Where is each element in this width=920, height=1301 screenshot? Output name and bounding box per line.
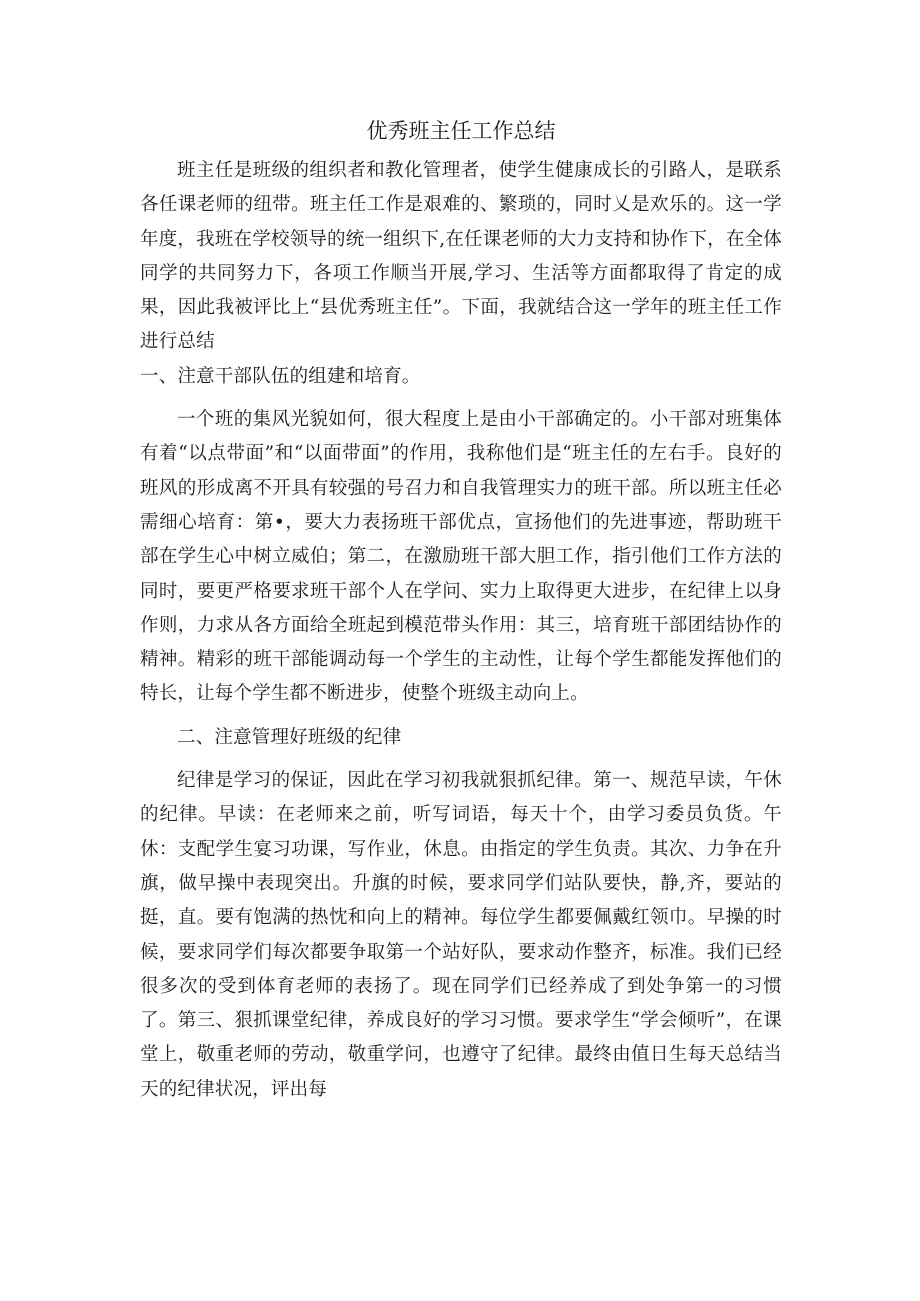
- section-heading-1: 一、注意干部队伍的组建和培育。: [140, 365, 421, 387]
- paragraph-section-1: 一个班的集风光貌如何，很大程度上是由小干部确定的。小干部对班集体有着“以点带面”和“以面带面”的作用，我称他们是“班主任的左右手。良好的班风的形成离不开具有较强的号召力和自我管理实力的班干部。所以班主任必需细心培育：第•，要大力表扬班干部优点，宣扬他们的先进事迹，帮助班干部在学生心中树立威伯；第二，在激励班干部大胆工作，指引他们工作方法的同时，要更严格要求班干部个人在学问、实力上取得更大进步，在纪律上以身作则，力求从各方面给全班起到模范带头作用：其三，培育班干部团结协作的精神。精彩的班干部能调动每一个学生的主动性，让每个学生都能发挥他们的特长，让每个学生都不断进步，使整个班级主动向上。: [140, 409, 782, 705]
- section-heading-2: 二、注意管理好班级的纪律: [177, 726, 402, 748]
- paragraph-intro: 班主任是班级的组织者和教化管理者，使学生健康成长的引路人，是联系各任课老师的纽带。班主任工作是艰难的、繁琐的，同时乂是欢乐的。这一学年度，我班在学校领导的统一组织下,在任课老师的大力支持和协作下，在全体同学的共同努力下，各项工作顺当开展,学习、生活等方面都取得了肯定的成果，因此我被评比上“县优秀班主任”。下面，我就结合这一学年的班主任工作进行总结: [140, 160, 782, 353]
- document-page: [140, 108, 782, 1107]
- document-title: 优秀班主任工作总结: [366, 119, 556, 143]
- paragraph-section-2: 纪律是学习的保证，因此在学习初我就狠抓纪律。第一、规范早读，午休的纪律。早读：在老师来之前，听写词语，每天十个，由学习委员负货。午休：支配学生宴习功课，写作业，休息。由指定的学生负责。其次、力争在升旗，做早操中表现突出。升旗的时候，要求同学们站队要快，静,齐，要站的挺，直。要有饱满的热忱和向上的精神。每位学生都要佩戴红领巾。早操的时候，要求同学们每次都要争取第一个站好队，要求动作整齐，标准。我们已经很多次的受到体育老师的表扬了。现在同学们已经养成了到处争第一的习惯了。第三、狠抓课堂纪律，养成良好的学习习惯。要求学生“学会倾听”，在课堂上，敬重老师的劳动，敬重学问，也遵守了纪律。最终由值日生每天总结当天的纪律状况，评出每: [140, 770, 782, 1100]
